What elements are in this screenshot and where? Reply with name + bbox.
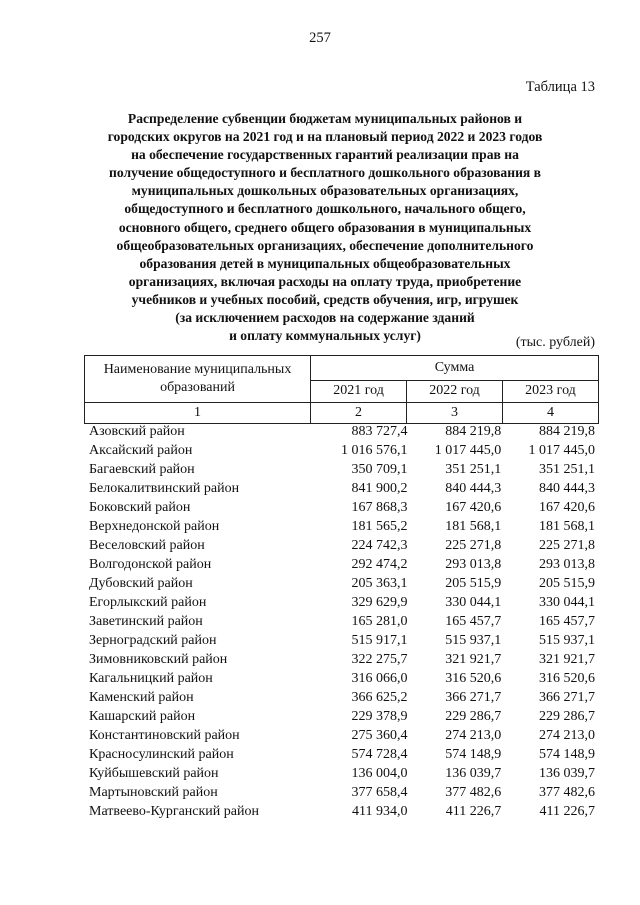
value-2023: 377 482,6 — [539, 785, 596, 800]
value-2022: 321 921,7 — [445, 652, 502, 667]
header-index-4: 4 — [502, 403, 598, 424]
table-row — [84, 574, 599, 593]
district-name: Заветинский район — [89, 614, 203, 629]
value-2021: 411 934,0 — [351, 804, 408, 819]
value-2023: 205 515,9 — [539, 576, 596, 591]
table-row — [84, 555, 599, 574]
value-2021: 377 658,4 — [351, 785, 408, 800]
table-row — [84, 441, 599, 460]
value-2021: 322 275,7 — [351, 652, 408, 667]
value-2021: 316 066,0 — [351, 671, 408, 686]
title-line: (за исключением расходов на содержание зданий — [175, 310, 475, 326]
value-2023: 167 420,6 — [539, 500, 596, 515]
table-row — [84, 726, 599, 745]
header-sum: Сумма — [311, 356, 599, 381]
district-name: Зимовниковский район — [89, 652, 228, 667]
district-name: Аксайский район — [89, 443, 193, 458]
table-row — [84, 783, 599, 802]
value-2023: 136 039,7 — [539, 766, 596, 781]
table-header — [84, 355, 599, 424]
title-line: городских округов на 2021 год и на плановый период 2022 и 2023 годов — [107, 129, 543, 145]
table-row — [84, 517, 599, 536]
header-name-line2: образований — [160, 380, 235, 395]
value-2022: 181 568,1 — [445, 519, 502, 534]
value-2023: 293 013,8 — [539, 557, 596, 572]
value-2021: 350 709,1 — [351, 462, 408, 477]
value-2022: 205 515,9 — [445, 576, 502, 591]
title-line: общеобразовательных организациях, обеспечение дополнительного — [116, 237, 534, 253]
table-row — [84, 669, 599, 688]
value-2021: 292 474,2 — [351, 557, 408, 572]
value-2021: 366 625,2 — [351, 690, 408, 705]
district-name: Каменский район — [89, 690, 194, 705]
value-2021: 883 727,4 — [351, 424, 408, 439]
district-name: Кагальницкий район — [89, 671, 213, 686]
title-line: образования детей в муниципальных общеобразовательных — [139, 255, 511, 271]
value-2023: 351 251,1 — [539, 462, 596, 477]
value-2021: 167 868,3 — [351, 500, 408, 515]
district-name: Егорлыкский район — [89, 595, 207, 610]
title-line: общедоступного и бесплатного дошкольного, начального общего, — [124, 201, 526, 217]
table-row — [84, 612, 599, 631]
district-name: Азовский район — [89, 424, 185, 439]
value-2021: 515 917,1 — [351, 633, 408, 648]
district-name: Багаевский район — [89, 462, 195, 477]
value-2023: 225 271,8 — [539, 538, 596, 553]
header-index-1: 1 — [85, 403, 311, 424]
district-name: Зерноградский район — [89, 633, 217, 648]
title-line: получение общедоступного и бесплатного дошкольного образования в — [109, 165, 541, 181]
title-line: и оплату коммунальных услуг) — [229, 328, 421, 344]
value-2023: 321 921,7 — [539, 652, 596, 667]
value-2023: 366 271,7 — [539, 690, 596, 705]
table-label: Таблица 13 — [525, 79, 595, 95]
table-row — [84, 650, 599, 669]
value-2021: 329 629,9 — [351, 595, 408, 610]
table-row — [84, 498, 599, 517]
district-name: Веселовский район — [89, 538, 205, 553]
header-name-cell — [85, 356, 311, 403]
table-row — [84, 593, 599, 612]
value-2022: 884 219,8 — [445, 424, 502, 439]
value-2023: 274 213,0 — [539, 728, 596, 743]
value-2021: 574 728,4 — [351, 747, 408, 762]
value-2022: 229 286,7 — [445, 709, 502, 724]
table-row — [84, 707, 599, 726]
value-2022: 515 937,1 — [445, 633, 502, 648]
district-name: Белокалитвинский район — [89, 481, 240, 496]
title-line: Распределение субвенции бюджетам муниципальных районов и — [127, 111, 523, 126]
table-row — [84, 631, 599, 650]
value-2022: 351 251,1 — [445, 462, 502, 477]
value-2021: 229 378,9 — [351, 709, 408, 724]
value-2023: 181 568,1 — [539, 519, 596, 534]
value-2022: 840 444,3 — [445, 481, 502, 496]
title-line: на обеспечение государственных гарантий реализации прав на — [131, 147, 519, 163]
value-2021: 136 004,0 — [351, 766, 408, 781]
table-row — [84, 460, 599, 479]
value-2022: 165 457,7 — [445, 614, 502, 629]
table-row — [84, 422, 599, 441]
value-2022: 225 271,8 — [445, 538, 502, 553]
value-2023: 515 937,1 — [539, 633, 596, 648]
value-2023: 840 444,3 — [539, 481, 596, 496]
district-name: Матвеево-Курганский район — [89, 804, 259, 819]
value-2022: 366 271,7 — [445, 690, 502, 705]
table-row — [84, 479, 599, 498]
value-2023: 884 219,8 — [539, 424, 596, 439]
value-2023: 165 457,7 — [539, 614, 596, 629]
value-2022: 1 017 445,0 — [434, 443, 502, 458]
header-index-2: 2 — [311, 403, 407, 424]
value-2023: 330 044,1 — [539, 595, 596, 610]
district-name: Волгодонской район — [89, 557, 212, 572]
title-line: основного общего, среднего общего образования в муниципальных — [118, 219, 532, 235]
table-body — [84, 422, 599, 821]
district-name: Дубовский район — [89, 576, 193, 591]
header-index-3: 3 — [407, 403, 503, 424]
value-2023: 316 520,6 — [539, 671, 596, 686]
table-row — [84, 802, 599, 821]
page-number: 257 — [309, 30, 331, 46]
header-year-2023: 2023 год — [502, 380, 598, 402]
title-line: организациях, включая расходы на оплату труда, приобретение — [128, 273, 522, 289]
value-2023: 229 286,7 — [539, 709, 596, 724]
value-2021: 181 565,2 — [351, 519, 408, 534]
value-2022: 274 213,0 — [445, 728, 502, 743]
district-name: Мартыновский район — [89, 785, 218, 800]
title-line: учебников и учебных пособий, средств обучения, игр, игрушек — [131, 291, 519, 307]
units-label: (тыс. рублей) — [515, 335, 595, 350]
district-name: Кашарский район — [89, 709, 196, 724]
title-line: муниципальных дошкольных образовательных организациях, — [131, 183, 519, 199]
value-2023: 411 226,7 — [539, 804, 596, 819]
value-2023: 574 148,9 — [539, 747, 596, 762]
district-name: Константиновский район — [89, 728, 240, 743]
district-name: Красносулинский район — [89, 747, 234, 762]
header-year-2021: 2021 год — [311, 380, 407, 402]
document-title — [90, 110, 560, 345]
value-2022: 136 039,7 — [445, 766, 502, 781]
table-row — [84, 688, 599, 707]
district-name: Боковский район — [89, 500, 191, 515]
value-2022: 316 520,6 — [445, 671, 502, 686]
header-year-2022: 2022 год — [407, 380, 503, 402]
header-name-line1: Наименование муниципальных — [103, 362, 292, 377]
table-row — [84, 536, 599, 555]
value-2022: 293 013,8 — [445, 557, 502, 572]
value-2022: 167 420,6 — [445, 500, 502, 515]
value-2022: 411 226,7 — [445, 804, 502, 819]
value-2023: 1 017 445,0 — [528, 443, 596, 458]
district-name: Верхнедонской район — [89, 519, 220, 534]
value-2022: 574 148,9 — [445, 747, 502, 762]
district-name: Куйбышевский район — [89, 766, 219, 781]
value-2022: 377 482,6 — [445, 785, 502, 800]
value-2021: 275 360,4 — [351, 728, 408, 743]
value-2021: 224 742,3 — [351, 538, 408, 553]
value-2021: 205 363,1 — [351, 576, 408, 591]
value-2021: 1 016 576,1 — [340, 443, 408, 458]
value-2022: 330 044,1 — [445, 595, 502, 610]
value-2021: 841 900,2 — [351, 481, 408, 496]
table-row — [84, 745, 599, 764]
table-row — [84, 764, 599, 783]
value-2021: 165 281,0 — [351, 614, 408, 629]
